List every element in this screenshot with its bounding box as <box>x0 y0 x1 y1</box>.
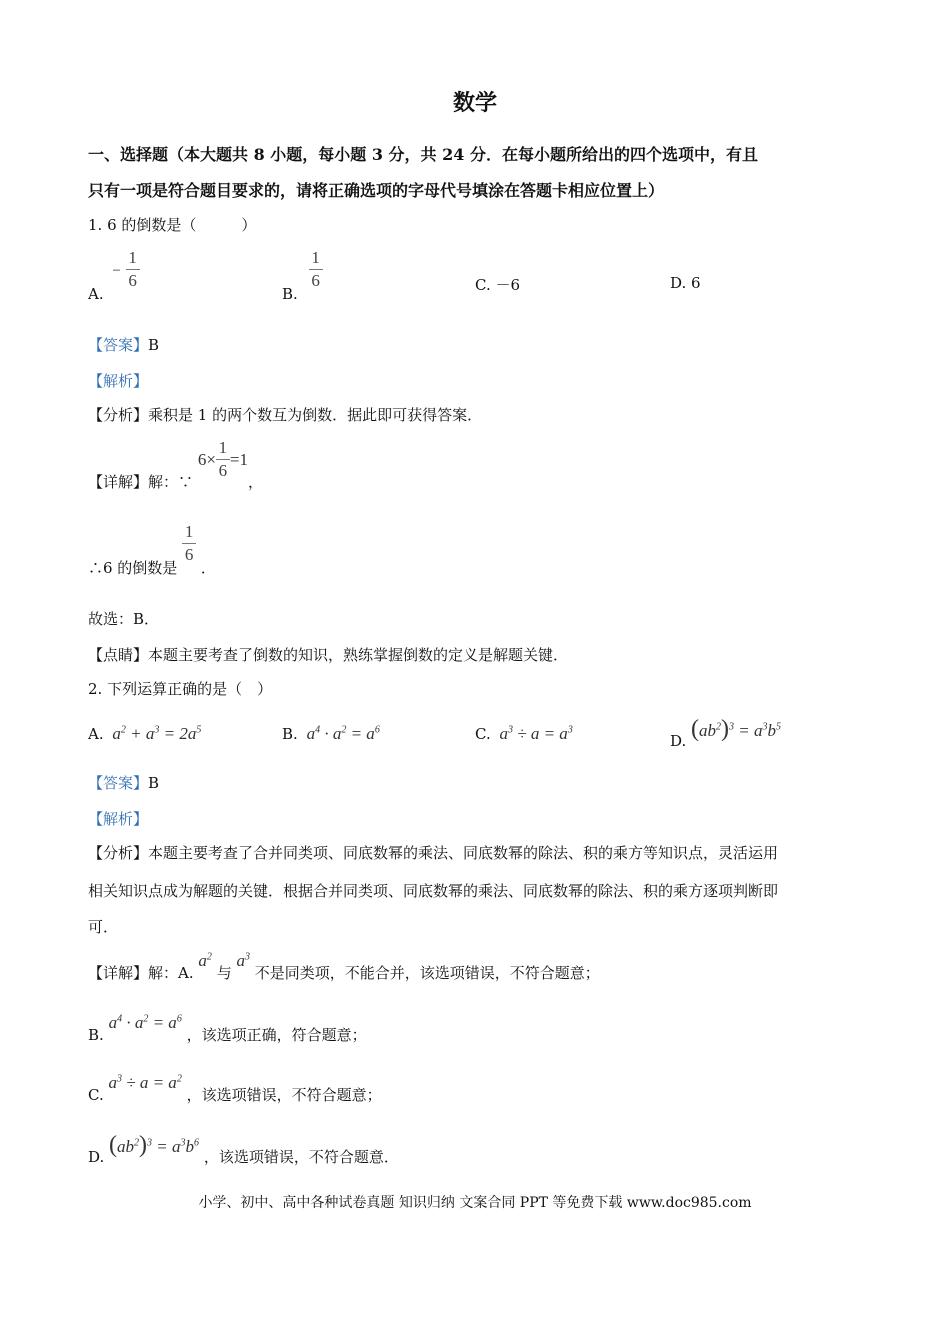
q1-option-b-fraction <box>309 248 323 290</box>
detail-prefix: 解：∵ <box>148 473 194 492</box>
detail-tag: 【详解】 <box>88 964 149 982</box>
detail-b-expr: $a^4 \cdot a^2 = a^6$ <box>108 1013 182 1032</box>
answer-value: B <box>148 336 160 354</box>
detail-tag: 【详解】 <box>88 473 149 492</box>
fraction-numerator: 1 <box>311 248 320 267</box>
detail-c-expr: $a^3 \div a = a^2$ <box>108 1073 182 1092</box>
q2-option-a-label: A. <box>88 725 104 743</box>
q2-fenxi-line1 <box>88 842 778 863</box>
fraction-bar <box>309 269 323 270</box>
section-heading-line1: 一、选择题（本大题共 8 小题，每小题 3 分，共 24 分．在每小题所给出的四个选项中，有且 <box>88 145 758 164</box>
q1-option-a-sign: − <box>112 263 121 280</box>
answer-value: B <box>148 774 160 792</box>
q1-option-d: D. 6 <box>670 274 701 292</box>
q1-detail <box>88 438 264 492</box>
detail-fraction <box>216 438 230 480</box>
q2-option-a-expr: $a^2 + a^3 = 2a^5$ <box>112 724 202 743</box>
q2-option-c <box>475 724 573 744</box>
answer-tag: 【答案】 <box>88 774 149 792</box>
q2-detail-b <box>88 1012 367 1044</box>
fenxi-text: 乘积是 1 的两个数互为倒数．据此即可获得答案． <box>148 406 483 424</box>
answer-tag: 【答案】 <box>88 336 149 354</box>
q1-answer <box>88 334 159 355</box>
fraction-bar <box>216 459 230 460</box>
q1-dianjing <box>88 644 568 665</box>
q2-fenxi-line2: 相关知识点成为解题的关键．根据合并同类项、同底数幂的乘法、同底数幂的除法、积的乘方逐项判断即 <box>88 882 779 900</box>
q1-option-b-label: B. <box>282 285 298 304</box>
q2-answer <box>88 772 159 793</box>
fenxi-tag: 【分析】 <box>88 406 149 424</box>
q2-analysis-tag: 【解析】 <box>88 810 149 828</box>
therefore-end: ． <box>200 559 216 578</box>
therefore-text: ∴6 的倒数是 <box>88 559 178 578</box>
section-heading-line2: 只有一项是符合题目要求的，请将正确选项的字母代号填涂在答题卡相应位置上） <box>88 181 665 200</box>
q1-fenxi <box>88 404 482 425</box>
detail-a-end: 不是同类项，不能合并，该选项错误，不符合题意； <box>254 964 600 982</box>
q1-option-a-label: A. <box>88 285 104 304</box>
question-1-stem: 1. 6 的倒数是（ ） <box>88 216 257 234</box>
fraction-numerator: 1 <box>128 248 137 267</box>
q2-option-b-expr: $a^4 \cdot a^2 = a^6$ <box>306 724 380 743</box>
therefore-fraction <box>182 522 196 564</box>
fenxi-text: 本题主要考查了合并同类项、同底数幂的乘法、同底数幂的除法、积的乘方等知识点，灵活运用 <box>148 844 779 862</box>
detail-b-end: ，该选项正确，符合题意； <box>186 1026 367 1044</box>
detail-a-mid: 与 <box>216 964 232 982</box>
fraction-denominator: 6 <box>128 270 137 290</box>
fenxi-tag: 【分析】 <box>88 844 149 862</box>
q2-option-c-label: C. <box>475 725 491 743</box>
page-footer: 小学、初中、高中各种试卷真题 知识归纳 文案合同 PPT 等免费下载 www.doc985.com <box>198 1195 752 1211</box>
question-2-stem: 2. 下列运算正确的是（ ） <box>88 680 273 698</box>
detail-expr-left: 6× <box>197 450 216 470</box>
detail-a-prefix: 解：A. <box>148 964 194 982</box>
q2-option-b <box>282 724 380 744</box>
fraction-denominator: 6 <box>184 544 194 564</box>
detail-a-expr2: $a^3$ <box>236 951 250 970</box>
fraction-bar <box>126 269 140 270</box>
q2-detail-d <box>88 1132 399 1166</box>
fraction-bar <box>182 543 196 544</box>
q1-option-c: C. －6 <box>475 276 521 294</box>
q1-option-b <box>282 248 323 304</box>
q2-option-d-expr: $(ab^2)^3 = a^3b^5$ <box>691 716 782 742</box>
q2-option-d <box>670 716 782 750</box>
q2-option-d-label: D. <box>670 732 687 750</box>
q2-detail-c <box>88 1072 382 1104</box>
q1-choice: 故选：B． <box>88 610 160 628</box>
fraction-denominator: 6 <box>218 460 228 480</box>
dianjing-tag: 【点睛】 <box>88 646 149 664</box>
fraction-numerator: 1 <box>218 438 228 457</box>
q1-analysis-tag: 【解析】 <box>88 372 149 390</box>
q1-option-a <box>88 248 140 304</box>
page-title: 数学 <box>452 90 497 116</box>
detail-d-end: ，该选项错误，不符合题意． <box>203 1148 399 1166</box>
detail-expr-right: =1 <box>229 450 248 470</box>
detail-d-expr: $(ab^2)^3 = a^3b^6$ <box>109 1132 200 1158</box>
q2-option-c-expr: $a^3 \div a = a^3$ <box>499 724 573 743</box>
q2-detail-a <box>88 950 600 982</box>
detail-a-expr1: $a^2$ <box>198 951 212 970</box>
q2-option-a <box>88 724 201 744</box>
detail-d-label: D. <box>88 1148 105 1166</box>
q1-option-a-fraction <box>126 248 140 290</box>
detail-c-label: C. <box>88 1086 104 1104</box>
q2-option-b-label: B. <box>282 725 298 743</box>
fraction-numerator: 1 <box>184 522 194 541</box>
detail-b-label: B. <box>88 1026 104 1044</box>
q2-fenxi-line3: 可． <box>88 918 119 936</box>
dianjing-text: 本题主要考查了倒数的知识，熟练掌握倒数的定义是解题关键． <box>148 646 569 664</box>
q1-therefore <box>88 522 216 578</box>
detail-suffix: ， <box>248 473 264 492</box>
detail-c-end: ，该选项错误，不符合题意； <box>186 1086 382 1104</box>
fraction-denominator: 6 <box>311 270 320 290</box>
